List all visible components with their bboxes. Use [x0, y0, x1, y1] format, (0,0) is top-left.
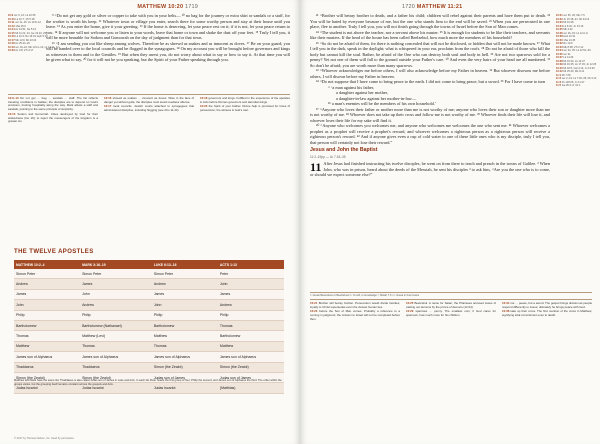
- table-cell: Andrew: [152, 279, 218, 289]
- cross-reference-verse: 10:35: [556, 52, 563, 56]
- note-reference[interactable]: 10:15: [8, 111, 16, 116]
- table-header-row: [14, 260, 284, 269]
- cross-reference-verse: 10:10: [8, 17, 15, 21]
- table-cell: Bartholomew (Nathanael): [80, 320, 152, 330]
- note-reference[interactable]: 10:38: [502, 309, 510, 314]
- note-text: sparrows … penny. The smallest coin; if God cares for sparrows, how much more for his children.: [406, 309, 497, 318]
- table-cell: Matthew: [218, 341, 284, 351]
- cross-reference-column: [8, 14, 59, 53]
- study-notes: [310, 302, 592, 437]
- note-reference[interactable]: 10:23: [310, 309, 318, 314]
- table-column-header: MATTHEW 10:2–4: [14, 260, 80, 269]
- table-cell: Simon (the Zealot): [80, 372, 152, 382]
- table-cell: Thaddaeus: [80, 362, 152, 372]
- scripture-paragraph: ²⁴ “The student is not above the teacher, nor a servant above his master. ²⁵ It is enough for students to be like their teachers, and servants like their masters. If the head of the house has been called Beelzebul, how much more the members of his household!: [310, 29, 550, 40]
- cross-reference-verse: 10:24: [556, 24, 563, 28]
- cross-reference-verse: 10:40: [556, 66, 563, 70]
- cross-reference-verse: 11:2: [556, 77, 562, 80]
- table-cell: Simon Peter: [152, 269, 218, 279]
- cross-reference-verse: 11:3: [556, 80, 562, 84]
- table-cell: James son of Alphaeus: [80, 352, 152, 362]
- study-note: [502, 310, 592, 317]
- cross-reference-text: ver 2–19: Lk 7:18–35; Mt 4:12: [561, 77, 597, 80]
- table-cell: James son of Alphaeus: [14, 352, 80, 362]
- cross-reference-text: Lk 10:7; 1Ti 5:18: [15, 17, 35, 21]
- cross-reference-verse: 10:18: [8, 42, 15, 45]
- apostles-table: [14, 260, 284, 394]
- note-reference[interactable]: 10:20: [200, 104, 208, 109]
- study-note: [200, 97, 290, 104]
- note-reference[interactable]: 10:29: [406, 309, 414, 314]
- cross-reference-column: [556, 14, 596, 88]
- table-cell: Thaddaeus: [14, 362, 80, 372]
- cross-reference[interactable]: [556, 84, 596, 88]
- note-text: before the Son of Man comes. Probably a reference to a coming in judgment; the mission to Israel will not be completed before then.: [310, 309, 400, 321]
- notes-column: [104, 97, 194, 114]
- scripture-paragraph: ³² “Whoever acknowledges me before others, I will also acknowledge before my Father in heaven. ³³ But whoever disowns me before others, I will disown before my Father in heaven.: [310, 68, 550, 79]
- cross-reference-verse: 11:1: [556, 73, 562, 77]
- cross-reference-text: Ac 4:8; 2Ti 4:17: [15, 49, 34, 52]
- note-text: take up their cross. The first mention of the cross in Matthew, signifying total commitment even to death.: [502, 309, 592, 318]
- table-cell: Simon (the Zealot): [152, 362, 218, 372]
- table-row: [14, 300, 284, 310]
- chapter-number: 11: [310, 160, 322, 174]
- study-note: [310, 302, 400, 309]
- table-column-header: ACTS 1:13: [218, 260, 284, 269]
- cross-reference-verse: 10:42: [556, 70, 563, 73]
- cross-reference-verse: 10:28: [556, 35, 563, 38]
- scripture-paragraph: ¹⁶ “I am sending you out like sheep among wolves. Therefore be as shrewd as snakes and as innocent as doves. ¹⁷ Be on your guard; you will be handed over to the local councils and be flogged in the synagogues. ¹⁸ On my account you will be brought before governors and kings as witnesses to them and to the Gentiles. ¹⁹ But when they arrest you, do not worry about what to say or how to say it. At that time you will be given what to say, ²⁰ for it will not be you speaking, but the Spirit of your Father speaking through you.: [46, 40, 290, 62]
- table-cell: Matthew (Levi): [80, 331, 152, 341]
- cross-reference-text: Ro 10:9: [563, 42, 573, 45]
- study-note: [8, 113, 98, 124]
- cross-reference-verse: 10:34: [556, 49, 563, 52]
- table-cell: Peter: [218, 269, 284, 279]
- table-cell: Bartholomew: [218, 331, 284, 341]
- table-cell: Simon Peter: [14, 269, 80, 279]
- cross-reference-text: ver 11–15: Lk 10:8–12: [15, 21, 41, 24]
- study-note: [310, 310, 400, 321]
- table-cell: James son of Alphaeus: [218, 352, 284, 362]
- notes-column: [8, 97, 98, 125]
- scripture-paragraph: ³⁴ “Do not suppose that I have come to bring peace to the earth. I did not come to bring peace, but a sword. ³⁵ For I have come to turn: [316, 79, 546, 84]
- cross-reference-text: ver 9, 10: Lk 22:35: [13, 14, 36, 17]
- note-text: Brother will betray brother. Persecution would divide families; loyalty to Christ supersedes even the closest human ties.: [310, 301, 400, 309]
- cross-reference-verse: 10:32: [556, 42, 563, 45]
- translation-footnotes: ²⁵ Greek Beezeboul or Beelzeboul ²⁹ Or will; or knowledge ³⁶ Micah 7:6 ¹¹:¹ Greek in their towns: [310, 294, 420, 297]
- cross-reference-verse: 10:22: [556, 17, 563, 21]
- table-row: [14, 310, 284, 320]
- table-cell: Judas Iscariot: [14, 383, 80, 393]
- cross-reference-verse: 10:30: [556, 38, 563, 42]
- table-cell: Matthew: [14, 341, 80, 351]
- cross-reference-text: Mt 18:5; Gal 4:14; Jn 13:20: [563, 66, 595, 70]
- table-row: [14, 289, 284, 299]
- study-note: [104, 105, 194, 112]
- table-row: [14, 269, 284, 279]
- cross-reference-verse: 10:38: [556, 59, 563, 63]
- poetry-line: a daughter against her mother,: [336, 90, 388, 95]
- cross-reference-text: Isa 35:4–6; 61:1: [561, 84, 581, 87]
- table-note: Matthew and Mark have the same list; Thaddaeus is also called Judas son of James in Luke and Acts. In each list Peter heads the first group of four, Philip the second, and James son of Alphaeus the third. The order within the groups varies, but the grouping itself remains constant across the gospels and Acts.: [14, 379, 282, 386]
- running-head-chapter: MATTHEW 10:20: [137, 4, 184, 10]
- cross-reference-verse: 11:5: [556, 84, 562, 87]
- cross-reference-verse: 10:11: [8, 21, 15, 24]
- cross-reference-text: Mk 8:38; 2Ti 2:12: [563, 45, 584, 49]
- cross-reference-text: Ps 118:26; Jn 11:27: [561, 80, 585, 84]
- note-reference[interactable]: 10:21: [310, 301, 318, 305]
- table-cell: Philip: [218, 310, 284, 320]
- scripture-paragraph: ³⁷ “Anyone who loves their father or mother more than me is not worthy of me; anyone who loves their son or daughter more than me is not worthy of me. ³⁸ Whoever does not take up their cross and follow me is not worthy of me. ³⁹ Whoever finds their life will lose it, and whoever loses their life for my sake will find it.: [310, 106, 550, 123]
- cross-reference-text: Mk 13:9; Mt 23:34: [15, 38, 37, 42]
- cross-reference-text: Lk 6:40; Jn 13:16: [563, 24, 584, 28]
- table-cell: Philip: [80, 310, 152, 320]
- study-note: [104, 97, 194, 104]
- note-text: not … peace, but a sword. The gospel brings division as people respond differently to Jesus; ultimately he brings peace with God.: [502, 301, 592, 309]
- cross-reference-text: Heb 10:31: [563, 35, 576, 38]
- table-row: [14, 320, 284, 330]
- section-heading: Jesus and John the Baptist: [310, 147, 378, 153]
- cross-reference-verse: 10:19: [8, 45, 15, 49]
- note-text: governors and kings. Fulfilled in the experience of the apostles in Acts before Roman governors and Herodian kings.: [200, 96, 290, 104]
- table-cell: James: [218, 289, 284, 299]
- table-cell: John: [152, 300, 218, 310]
- page-number: 1719: [184, 4, 198, 10]
- table-cell: Thomas: [80, 341, 152, 351]
- scripture-paragraph: ⁴⁰ “Anyone who welcomes you welcomes me, and anyone who welcomes me welcomes the one who sent me. ⁴¹ Whoever welcomes a prophet as a prophet will receive a prophet's reward, and whoever welcomes a righteous person as a righteous person will receive a righteous person's reward. ⁴² And if anyone gives even a cup of cold water to one of these little ones who is my disciple, truly I tell you, that person will certainly not lose their reward.”: [310, 123, 550, 145]
- running-head-right: [402, 4, 462, 10]
- table-row: [14, 279, 284, 289]
- scripture-paragraph: ²¹ “Brother will betray brother to death, and a father his child; children will rebel against their parents and have them put to death. ²² You will be hated by everyone because of me, but the one who stands firm to the end will be saved. ²³ When you are persecuted in one place, flee to another. Truly I tell you, you will not finish going through the towns of Israel before the Son of Man comes.: [310, 13, 550, 29]
- cross-reference-text: Mt 7:28: [561, 73, 571, 77]
- table-cell: Philip: [14, 310, 80, 320]
- right-page: [300, 0, 600, 444]
- cross-reference-verse: 10:23: [556, 21, 563, 24]
- table-row: [14, 352, 284, 362]
- note-reference[interactable]: 10:18: [200, 96, 208, 100]
- cross-reference-text: ver 35, 36; Mic 7:6: [563, 14, 585, 17]
- table-cell: Andrew: [14, 279, 80, 289]
- note-reference[interactable]: 10:34: [502, 301, 510, 305]
- study-notes: [8, 97, 290, 245]
- scripture-paragraph: ⁹ “Do not get any gold or silver or copper to take with you in your belts— ¹⁰ no bag for the journey or extra shirt or sandals or a staff, for the worker is worth his keep. ¹¹ Whatever town or village you enter, search there for some worthy person and stay at their house until you leave. ¹² As you enter the home, give it your greeting. ¹³ If the home is deserving, let your peace rest on it; if it is not, let your peace return to you. ¹⁴ If anyone will not welcome you or listen to your words, leave that home or town and shake the dust off your feet. ¹⁵ Truly I tell you, it will be more bearable for Sodom and Gomorrah on the day of judgment than for that town.: [46, 13, 290, 40]
- running-head-chapter: MATTHEW 11:21: [416, 4, 463, 10]
- scripture-text: [310, 13, 550, 178]
- note-reference[interactable]: 10:17: [104, 104, 112, 109]
- table-row: [14, 341, 284, 351]
- table-cell: James: [80, 279, 152, 289]
- note-reference[interactable]: 10:25: [406, 301, 414, 305]
- cross-reference-verse: 10:20: [8, 49, 15, 52]
- cross-reference-text: ver 34, 35: Lk 12:51–53: [563, 49, 591, 52]
- study-note: [406, 302, 496, 309]
- cross-reference-text: 1Sa 14:45: [563, 38, 576, 42]
- note-text: Sodom and Gomorrah. Cities destroyed by God for their wickedness (Ge 19); to reject the messengers of the kingdom is a greater sin.: [8, 111, 98, 124]
- divider: [310, 299, 592, 300]
- study-note: [502, 302, 592, 309]
- note-text: Beelzebul. A name for Satan; the Pharisees accused Jesus of casting out demons by the prince of demons (12:24).: [406, 301, 496, 309]
- cross-reference-verse: 10:37: [556, 56, 563, 59]
- scripture-text: [46, 13, 290, 63]
- page-number: 1720: [402, 4, 416, 10]
- table-cell: Bartholomew: [14, 320, 80, 330]
- cross-reference[interactable]: [8, 49, 42, 53]
- notes-column: [406, 302, 496, 319]
- note-text: the Spirit of your Father. Divine help is promised for times of persecution; the witness is God's own.: [200, 104, 290, 113]
- table-cell: Judas Iscariot: [80, 383, 152, 393]
- table-cell: Andrew: [80, 300, 152, 310]
- table-cell: John: [80, 289, 152, 299]
- cross-reference-text: Mk 3:22: [563, 28, 573, 31]
- note-text: local councils. Jewish courts attached to synagogues that administered discipline, including flogging (see 2Co 11:24).: [104, 104, 194, 113]
- poetry-line: ³⁶ a man's enemies will be the members of his own household.’: [328, 101, 437, 106]
- cross-reference-verse: 10:39: [556, 63, 563, 66]
- copyright: © 2017 by Thomas Nelson, Inc. Used by permission.: [14, 437, 75, 440]
- cross-reference-verse: 10:14: [8, 28, 15, 31]
- table-cell: Simon (the Zealot): [14, 372, 80, 382]
- cross-reference-text: ver 21: [563, 52, 571, 56]
- table-cell: James: [152, 289, 218, 299]
- table-cell: James: [14, 289, 80, 299]
- cross-reference-text: Jn 15:18–21; Mt 24:13: [563, 17, 590, 21]
- cross-reference-text: Lk 14:26: [563, 56, 574, 59]
- notes-column: [310, 302, 400, 323]
- cross-reference-text: Ac 25:24–26: [15, 42, 30, 45]
- table-cell: (Matthias): [218, 383, 284, 393]
- note-text: Do not get … bag … sandals … staff. The list reflects traveling conditions in Galilee; the disciples are to depend on God's provision, trusting hospitality along the way. Mark allows a staff and sandals, pointing to the same principle of simplicity.: [8, 96, 98, 112]
- study-note: [406, 310, 496, 317]
- cross-reference-text: 1Sa 25:6: [15, 24, 26, 28]
- notes-column: [200, 97, 290, 114]
- note-reference[interactable]: 10:16: [104, 96, 112, 100]
- cross-reference-text: Mt 11:22, 24; Ge 19:24, 25: [15, 31, 47, 35]
- cross-reference-verse: 10:16: [8, 35, 15, 38]
- cross-reference-text: Ac 13:51; Ne 5:13: [15, 28, 36, 31]
- cross-reference-verse: 10:25: [556, 28, 563, 31]
- table-cell: Simon (the Zealot): [218, 362, 284, 372]
- poetry-line: a daughter-in-law against her mother-in-law—: [336, 95, 417, 101]
- note-reference[interactable]: 10:9–10: [8, 96, 19, 100]
- cross-reference-verse: 10:15: [8, 31, 15, 35]
- table-cell: Judas son of James: [152, 372, 218, 382]
- table-cell: Thomas: [218, 320, 284, 330]
- divider: [8, 94, 290, 95]
- parallel-reference: 11:2–19pp — Lk 7:18–35: [310, 154, 346, 159]
- cross-reference-verse: 10:12: [8, 24, 15, 28]
- table-title: THE TWELVE APOSTLES: [14, 249, 94, 255]
- table-column-header: LUKE 6:13–16: [152, 260, 218, 269]
- cross-reference-verse: 10:26: [556, 31, 563, 35]
- cross-reference-verse: 10:17: [8, 38, 15, 42]
- running-head-left: [137, 4, 198, 10]
- table-cell: Bartholomew: [152, 320, 218, 330]
- table-cell: Judas son of James: [218, 372, 284, 382]
- table-cell: Judas Iscariot: [152, 383, 218, 393]
- table-cell: Philip: [152, 310, 218, 320]
- study-note: [8, 97, 98, 112]
- section-text: After Jesus had finished instructing his twelve disciples, he went on from there to teach and preach in the towns of Galilee. ² When John, who was in prison, heard about the deeds of the Messiah, he sent his disciples ³ to ask him, “Are you the one who is to come, or should we expect someone else?”: [310, 161, 550, 177]
- cross-reference-text: Mt 16:24; Lk 14:27: [563, 59, 585, 63]
- table-cell: Andrew: [218, 300, 284, 310]
- table-row: [14, 362, 284, 372]
- cross-reference-text: Mt 16:25; Lk 17:33; Jn 12:25: [563, 63, 597, 66]
- table-cell: John: [218, 279, 284, 289]
- study-note: [200, 105, 290, 112]
- cross-reference-verse: 10:9: [8, 14, 14, 17]
- poetry-line: “ ‘a man against his father,: [328, 84, 375, 90]
- table-cell: Thomas: [14, 331, 80, 341]
- divider: [310, 292, 592, 293]
- table-column-header: MARK 3:16–19: [80, 260, 152, 269]
- cross-reference-text: Lk 10:3; Ro 16:19; Eph 5:15: [15, 35, 48, 38]
- scripture-paragraph: ²⁶ “So do not be afraid of them, for there is nothing concealed that will not be disclosed, or hidden that will not be made known. ²⁷ What I tell you in the dark, speak in the daylight; what is whispered in your ear, proclaim from the roofs. ²⁸ Do not be afraid of those who kill the body but cannot kill the soul. Rather, be afraid of the One who can destroy both soul and body in hell. ²⁹ Are not two sparrows sold for a penny? Yet not one of them will fall to the ground outside your Father's care. ³⁰ And even the very hairs of your head are all numbered. ³¹ So don't be afraid; you are worth more than many sparrows.: [310, 40, 550, 68]
- table-cell: Matthew: [152, 331, 218, 341]
- table-cell: Thomas: [152, 341, 218, 351]
- notes-column: [502, 302, 592, 319]
- table-cell: John: [14, 300, 80, 310]
- note-text: shrewd as snakes … innocent as doves. Wise in the face of danger yet without guile; the disciples must avoid needless offense.: [104, 96, 194, 104]
- cross-reference-verse: 10:21: [556, 14, 563, 17]
- cross-reference-text: ver 19–22: Mk 13:11–13; Lk 12:11, 12: [15, 45, 59, 49]
- cross-reference-verse: 10:33: [556, 45, 563, 49]
- cross-reference-text: ver 26–33: Lk 12:2–9: [563, 31, 588, 35]
- cross-reference-text: Mt 16:28: [563, 21, 574, 24]
- table-cell: James son of Alphaeus: [152, 352, 218, 362]
- cross-reference-text: Mt 25:40; Mk 9:41: [563, 70, 585, 73]
- table-cell: Simon Peter: [80, 269, 152, 279]
- table-row: [14, 331, 284, 341]
